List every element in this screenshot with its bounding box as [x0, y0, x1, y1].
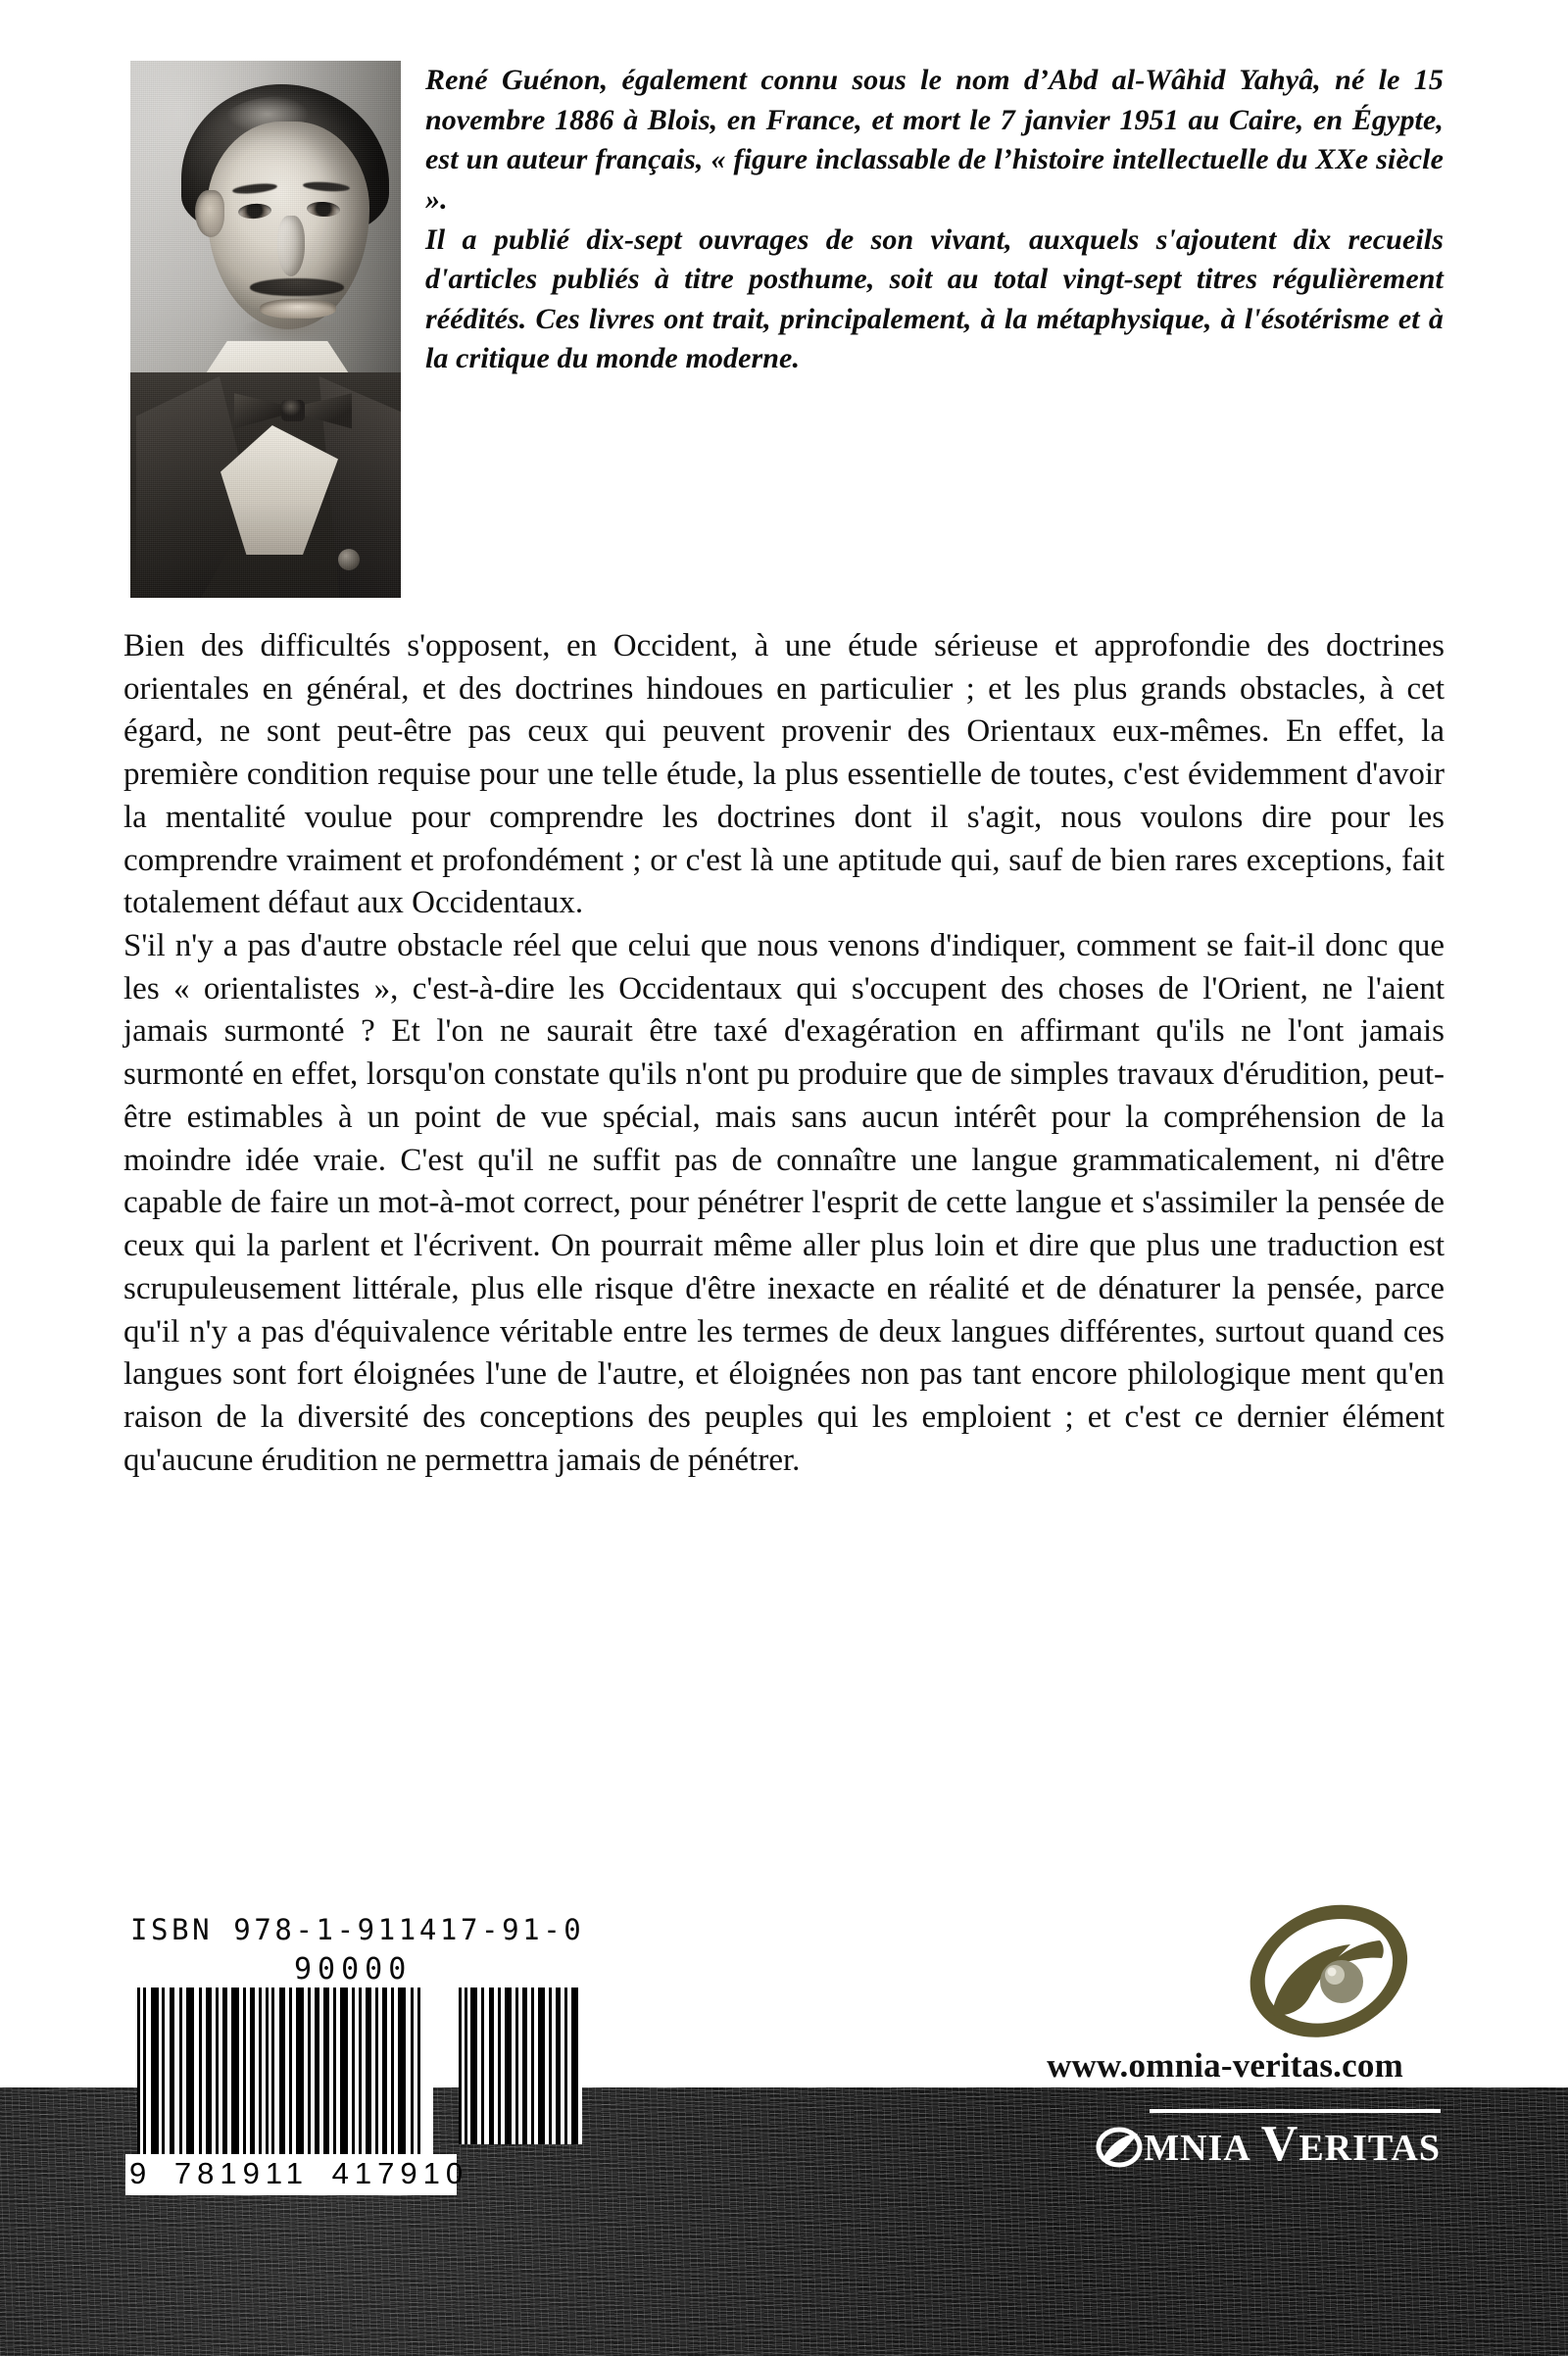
- ean-digit-group-1: 781911: [173, 2156, 310, 2190]
- ean5-bars-svg: [459, 1988, 582, 2144]
- wordmark-text: [1095, 2107, 1441, 2173]
- isbn-block: [130, 1913, 585, 1946]
- bow-tie-wing-left: [234, 388, 285, 431]
- portrait-nose: [277, 216, 305, 276]
- ean-digit-prefix: 9: [129, 2156, 148, 2190]
- blurb-paragraph-2: S'il n'y a pas d'autre obstacle réel que celui que nous venons d'indiquer, comment se fait-il donc que les « orientalistes », c'est-à-dire les Occidentaux qui s'occupent des choses de l'Orient, ne l'aient jamais surmonté ? Et l'on ne saurait être taxé d'exagération en affirmant qu'ils ne l'ont jamais surmonté en effet, lorsqu'on constate qu'ils n'ont pu produire que de simples travaux d'érudition, peut-être estimables à un point de vue spécial, mais sans aucun intérêt pour la compréhension de la moindre idée vraie. C'est qu'il ne suffit pas de connaître une langue grammaticalement, ni d'être capable de faire un mot-à-mot correct, pour pénétrer l'esprit de cette langue et s'assimiler la pensée de ceux qui la parlent et l'écrivent. On pourrait même aller plus loin et dire que plus une traduction est scrupuleusement littérale, plus elle risque d'être inexacte en réalité et de dénaturer la pensée, parce qu'il n'y a pas d'équivalence véritable entre les termes de deux langues différentes, surtout quand ces langues sont fort éloignées l'une de l'autre, et éloignées non pas tant encore philologique ment qu'en raison de la diversité des conceptions des peuples qui les emploient ; et c'est ce dernier élément qu'aucune érudition ne permettra jamais de pénétrer.: [123, 928, 1445, 1478]
- portrait-bow-tie: [234, 384, 352, 437]
- portrait-ear: [195, 190, 224, 237]
- portrait-jacket-button: [338, 549, 360, 570]
- wordmark-veritas-suffix: ERITAS: [1298, 2127, 1441, 2169]
- wordmark-omnia-suffix: MNIA: [1144, 2127, 1251, 2169]
- wordmark-veritas-initial: V: [1260, 2115, 1299, 2172]
- leaf-o-svg: [1095, 2125, 1144, 2168]
- portrait-moustache: [250, 278, 344, 296]
- author-portrait-photo: [130, 61, 401, 598]
- omnia-veritas-wordmark: [1068, 2105, 1441, 2174]
- bow-tie-wing-right: [301, 388, 352, 431]
- ean5-addon-barcode: [459, 1988, 582, 2144]
- omnia-veritas-eye-icon: [1237, 1899, 1413, 2046]
- author-bio-paragraph-2: Il a publié dix-sept ouvrages de son vivant, auxquels s'ajoutent dix recueils d'articles publiés à titre posthume, soit au total vingt-sept titres régulièrement réédités. Ces livres ont trait, principalement, à la métaphysique, à l'ésotérisme et à la critique du monde moderne.: [425, 222, 1444, 375]
- ean13-human-readable-digits: [125, 2154, 469, 2195]
- eye-icon-svg: [1237, 1899, 1413, 2046]
- ean-digit-group-2: 417910: [331, 2156, 469, 2190]
- bow-tie-knot: [281, 400, 305, 421]
- author-bio-paragraph-1: René Guénon, également connu sous le nom d’Abd al-Wâhid Yahyâ, né le 15 novembre 1886 à Blois, en France, et mort le 7 janvier 1951 au Caire, en Égypte, est un auteur français, « figure inclassable de l’histoire intellectuelle du XXe siècle ».: [425, 64, 1444, 216]
- isbn-price-addon-digits: 90000: [294, 1952, 413, 1987]
- isbn-label: ISBN 978-1-911417-91-0: [130, 1913, 585, 1946]
- blurb-text: [123, 625, 1445, 1482]
- publisher-website-url[interactable]: www.omnia-veritas.com: [1047, 2046, 1403, 2085]
- author-bio-block: [130, 61, 1444, 610]
- blurb-paragraph-1: Bien des difficultés s'opposent, en Occident, à une étude sérieuse et approfondie des doctrines orientales en général, et des doctrines hindoues en particulier ; et les plus grands obstacles, à cet égard, ne sont peut-être pas ceux qui peuvent provenir des Orientaux eux-mêmes. En effet, la première condition requise pour une telle étude, la plus essentielle de toutes, c'est évidemment d'avoir la mentalité voulue pour comprendre les doctrines dont il s'agit, nous voulons dire pour les comprendre vraiment et profondément ; or c'est là une aptitude qui, sauf de bien rares exceptions, fait totalement défaut aux Occidentaux.: [123, 628, 1445, 921]
- wordmark-leaf-o-icon: [1095, 2125, 1144, 2168]
- portrait-mouth: [260, 299, 336, 319]
